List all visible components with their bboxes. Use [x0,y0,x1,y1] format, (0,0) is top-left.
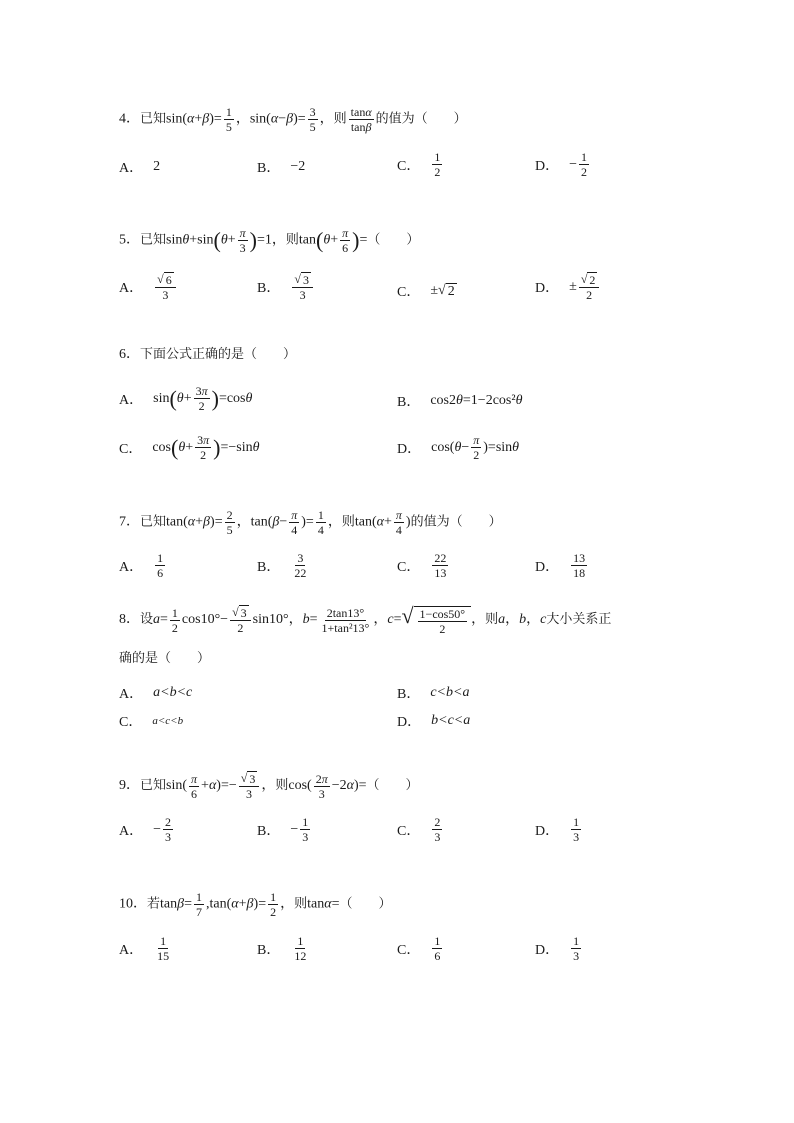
question-4-option-b[interactable]: B． −2 [257,159,306,176]
question-7-option-b[interactable]: B． $\frac{3}{22}$ [257,551,307,580]
question-9-option-d[interactable]: D． $\frac{1}{3}$ [535,815,580,844]
question-number: 6． [119,347,140,362]
question-8-option-b[interactable]: B． c<b<a [397,685,470,702]
question-10-option-b[interactable]: B． $\frac{1}{12}$ [257,934,307,963]
question-9-option-c[interactable]: C． $\frac{2}{3}$ [397,815,441,844]
question-5-stem: 5．已知sinθ+sin(θ+ $\frac{\pi}{3}$ )=1，则tan(θ+ $\frac{\pi}{6}$ )=（ ） [119,226,420,255]
question-7-option-d[interactable]: D． $\frac{13}{18}$ [535,551,586,580]
question-5-option-a[interactable]: A． √ 6 3 [119,272,178,302]
question-4-stem: 4．已知sin(α+β)= $\frac{1}{5}$ ，sin(α−β)= $\frac{3}{5}$ ，则 $\frac{\tan\alpha}{\tan\beta}$ 的值为（ ） [119,105,467,134]
question-7-option-c[interactable]: C． $\frac{22}{13}$ [397,551,447,580]
question-7-option-a[interactable]: A． $\frac{1}{6}$ [119,551,164,580]
question-6-option-c[interactable]: C． cos ( θ + $\frac{3\pi}{2}$ ) =−sin θ [119,433,260,462]
question-number: 7． [119,514,140,530]
question-6-option-b[interactable]: B． cos2 θ =1−2cos² θ [397,393,523,410]
question-10-option-a[interactable]: A． $\frac{1}{15}$ [119,934,170,963]
question-6-option-a[interactable]: A． sin ( θ + $\frac{3\pi}{2}$ ) =cos θ [119,384,253,413]
question-9-option-a[interactable]: A． − $\frac{2}{3}$ [119,815,172,844]
question-4-option-d[interactable]: D． − $\frac{1}{2}$ [535,150,588,179]
question-number: 10． [119,896,147,912]
question-5-option-c[interactable]: C． ± √ 2 [397,282,455,300]
question-8-option-a[interactable]: A． a<b<c [119,685,193,702]
question-8-stem: 8．设a= $\frac{1}{2}$ cos10°− √ 3 2 sin10°，b= $\frac{2\tan 13^\circ}{\text{1+tan²13°}}$ ，c= √ $\frac{1-\cos 50^\circ}{2}$ ，则a，b，c大小关系正 [119,603,612,637]
question-6-stem: 6．下面公式正确的是（ ） [119,347,297,362]
question-8-option-c[interactable]: C． a<c<b [119,715,184,730]
question-9-stem: 9．已知sin( $\frac{\pi}{6}$ +α)=− √ 3 3 ，则cos( $\frac{2\pi}{3}$ −2α)=（ ） [119,771,419,801]
question-5-option-d[interactable]: D． ± √ 2 2 [535,272,601,302]
question-4-option-a[interactable]: A． 2 [119,159,161,176]
question-10-stem: 10．若tanβ= $\frac{1}{7}$ ,tan(α+β)= $\frac{1}{2}$ ，则tanα=（ ） [119,890,392,919]
question-8-option-d[interactable]: D． b<c<a [397,713,471,730]
question-number: 9． [119,778,140,794]
question-5-option-b[interactable]: B． √ 3 3 [257,272,315,302]
question-9-option-b[interactable]: B． − $\frac{1}{3}$ [257,815,309,844]
question-number: 4． [119,111,140,127]
question-number: 8． [119,612,140,628]
question-10-option-c[interactable]: C． $\frac{1}{6}$ [397,934,441,963]
question-8-stem-continued: 确的是（ ） [119,651,211,666]
question-4-option-c[interactable]: C． $\frac{1}{2}$ [397,150,441,179]
question-10-option-d[interactable]: D． $\frac{1}{3}$ [535,934,580,963]
question-6-option-d[interactable]: D． cos( θ − $\frac{\pi}{2}$ )=sin θ [397,433,520,462]
question-number: 5． [119,232,140,248]
question-7-stem: 7．已知tan(α+β)= $\frac{2}{5}$ ，tan(β− $\frac{\pi}{4}$ )= $\frac{1}{4}$ ，则tan(α+ $\frac{\pi}{4}$ )的值为（ ） [119,508,502,537]
